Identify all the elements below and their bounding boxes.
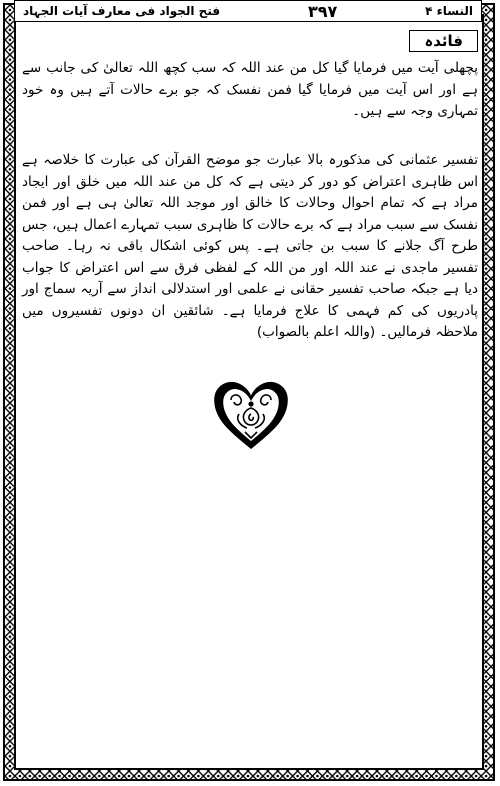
page-number: ۳۹۷ [307,1,338,21]
running-head-book-title: فتح الجواد فی معارف آیات الجہاد [23,4,221,18]
heart-floral-ornament-icon [211,378,291,452]
running-head [14,0,482,22]
section-heading: فائدہ [409,30,478,52]
running-head-surah: النساء ۴ [425,4,473,18]
paragraph-2: تفسیر عثمانی کی مذکورہ بالا عبارت جو موضح القرآن کی عبارت کا خلاصہ ہے اس ظاہری اعتراض کو دور کر دیتی ہے کہ کل من عند اللہ میں خلق اور ایجاد مراد ہے کہ تمام احوال وحالات کا خالق اور موجد اللہ تعالیٰ ہی ہے اور فمن نفسک سے سبب مراد ہے کہ برے حالات کا ظاہری سبب تمہارے اعمال ہیں، جس طرح آگ جلانے کا سبب بن جاتی ہے۔ پس کوئی اشکال باقی نہ رہا۔ صاحب تفسیر ماجدی نے عند اللہ اور من اللہ کے لفظی فرق سے اس اعتراض کا جواب دیا ہے جبکہ صاحب تفسیر حقانی نے علمی اور استدلالی انداز سے آریہ سماج اور پادریوں کی کم فہمی کا علاج فرمایا ہے۔ شائقین ان دونوں تفسیروں میں ملاحظہ فرمالیں۔ (واللہ اعلم بالصواب) [22,152,478,340]
paragraph-1: پچھلی آیت میں فرمایا گیا کل من عند اللہ کہ سب کچھ اللہ تعالیٰ کی جانب سے ہے اور اس آیت میں فرمایا گیا فمن نفسک کہ جو برے حالات آتے ہیں وہ خود تمہاری وجہ سے ہیں۔ [22,60,478,119]
